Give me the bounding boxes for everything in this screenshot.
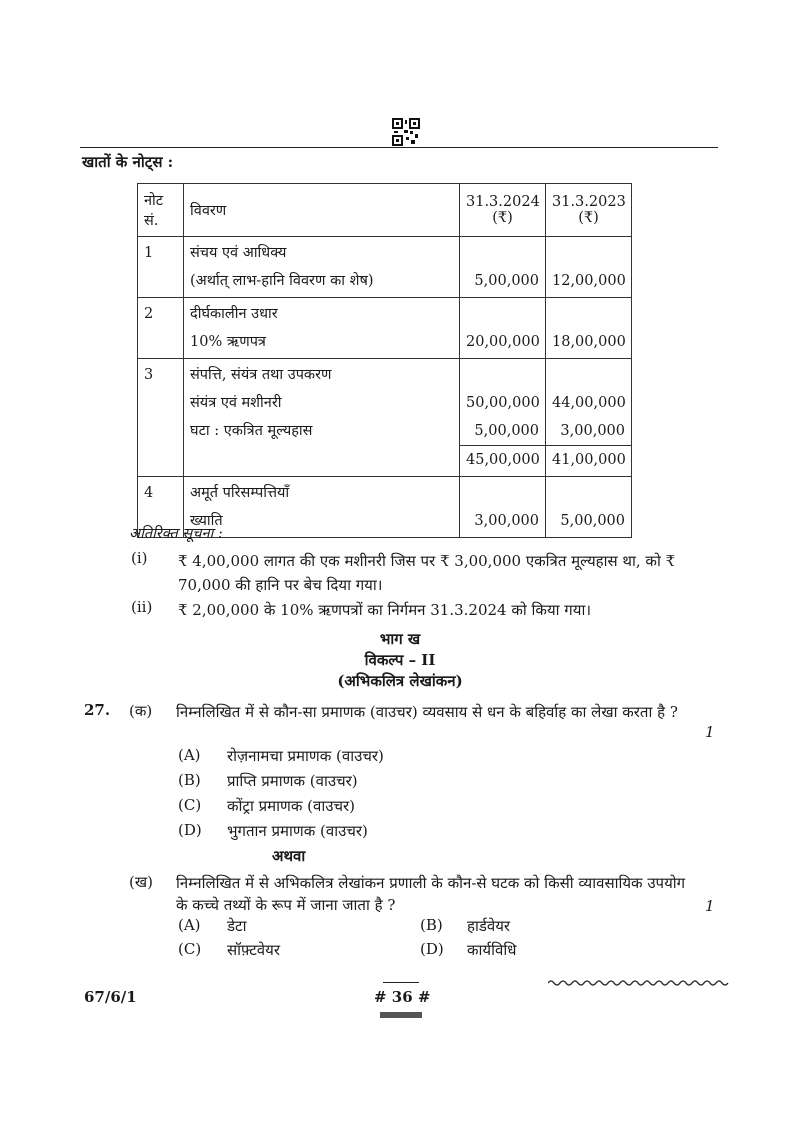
page-number: # 36 #: [374, 988, 431, 1006]
option-key: (B): [420, 916, 443, 934]
top-divider: [80, 147, 718, 148]
item-text: ₹ 2,00,000 के 10% ऋणपत्रों का निर्गमन 31.3.2024 को किया गया।: [178, 601, 592, 619]
or-divider-text: अथवा: [272, 847, 306, 865]
option-text: सॉफ़्टवेयर: [227, 941, 280, 959]
option-key: (D): [420, 940, 444, 958]
page-number-overline: [383, 982, 419, 983]
item-marker: (ii): [131, 598, 153, 616]
value-2023: 12,00,000: [546, 237, 632, 298]
paper-code: 67/6/1: [84, 988, 137, 1006]
value-2024: 5,00,000: [460, 237, 546, 298]
additional-info-title: अतिरिक्त सूचना :: [129, 526, 223, 542]
header-2024: 31.3.2024 (₹): [460, 184, 546, 237]
notes-table: [137, 183, 632, 538]
note-number: 3: [138, 359, 184, 477]
value-2024: 20,00,000: [460, 298, 546, 359]
value-2023: 44,00,000 3,00,000 41,00,000: [546, 359, 632, 477]
section-part: भाग ख: [379, 630, 421, 648]
option-text: डेटा: [227, 917, 247, 935]
question-part-marker: (ख): [129, 873, 153, 891]
option-key: (B): [178, 771, 201, 789]
notes-heading: खातों के नोट्स :: [82, 153, 174, 171]
option-text: कार्यविधि: [467, 941, 517, 959]
page-number-bar: [380, 1012, 422, 1018]
note-number: 1: [138, 237, 184, 298]
option-key: (C): [178, 796, 202, 814]
wavy-divider: [548, 974, 730, 992]
marks-label: 1: [705, 723, 715, 741]
section-subtitle: (अभिकलित्र लेखांकन): [337, 672, 463, 690]
particulars-cell: दीर्घकालीन उधार 10% ऋणपत्र: [184, 298, 460, 359]
question-text: निम्नलिखित में से कौन-सा प्रमाणक (वाउचर) व्यवसाय से धन के बहिर्वाह का लेखा करता है ?: [176, 703, 678, 721]
particulars-cell: संचय एवं आधिक्य (अर्थात् लाभ-हानि विवरण का शेष): [184, 237, 460, 298]
additional-info-item: [131, 598, 701, 622]
value-2024: 50,00,000 5,00,000 45,00,000: [460, 359, 546, 477]
option-key: (A): [178, 746, 201, 764]
value-2024: 3,00,000: [460, 477, 546, 538]
question-number: 27.: [84, 701, 111, 719]
section-option: विकल्प – II: [364, 651, 436, 669]
table-row: [138, 298, 632, 359]
option-text: हार्डवेयर: [467, 917, 511, 935]
option-key: (D): [178, 821, 202, 839]
header-note-no: नोट सं.: [138, 184, 184, 237]
value-2023: 5,00,000: [546, 477, 632, 538]
table-row: [138, 359, 632, 477]
option-key: (A): [178, 916, 201, 934]
note-number: 2: [138, 298, 184, 359]
option-key: (C): [178, 940, 202, 958]
item-text: ₹ 4,00,000 लागत की एक मशीनरी जिस पर ₹ 3,00,000 एकत्रित मूल्यहास था, को ₹ 70,000 की हानि पर बेच दिया गया।: [178, 552, 676, 594]
qr-code-icon: [392, 118, 420, 146]
header-2023: 31.3.2023 (₹): [546, 184, 632, 237]
particulars-cell: संपत्ति, संयंत्र तथा उपकरण संयंत्र एवं मशीनरी घटा : एकत्रित मूल्यहास: [184, 359, 460, 477]
question-text: निम्नलिखित में से अभिकलित्र लेखांकन प्रणाली के कौन-से घटक को किसी व्यावसायिक उपयोग के कच्चे तथ्यों के रूप में जाना जाता है ?: [176, 874, 686, 914]
option-text: रोज़नामचा प्रमाणक (वाउचर): [227, 747, 384, 765]
additional-info-item: [131, 549, 701, 597]
marks-label: 1: [705, 897, 715, 915]
value-2023: 18,00,000: [546, 298, 632, 359]
header-particulars: विवरण: [184, 184, 460, 237]
option-text: कोंट्रा प्रमाणक (वाउचर): [227, 797, 355, 815]
table-row: [138, 237, 632, 298]
note-number: 4: [138, 477, 184, 538]
particulars-cell: अमूर्त परिसम्पत्तियाँ ख्याति: [184, 477, 460, 538]
option-text: प्राप्ति प्रमाणक (वाउचर): [227, 772, 358, 790]
option-text: भुगतान प्रमाणक (वाउचर): [227, 822, 368, 840]
item-marker: (i): [131, 549, 148, 567]
question-part-marker: (क): [129, 702, 153, 720]
